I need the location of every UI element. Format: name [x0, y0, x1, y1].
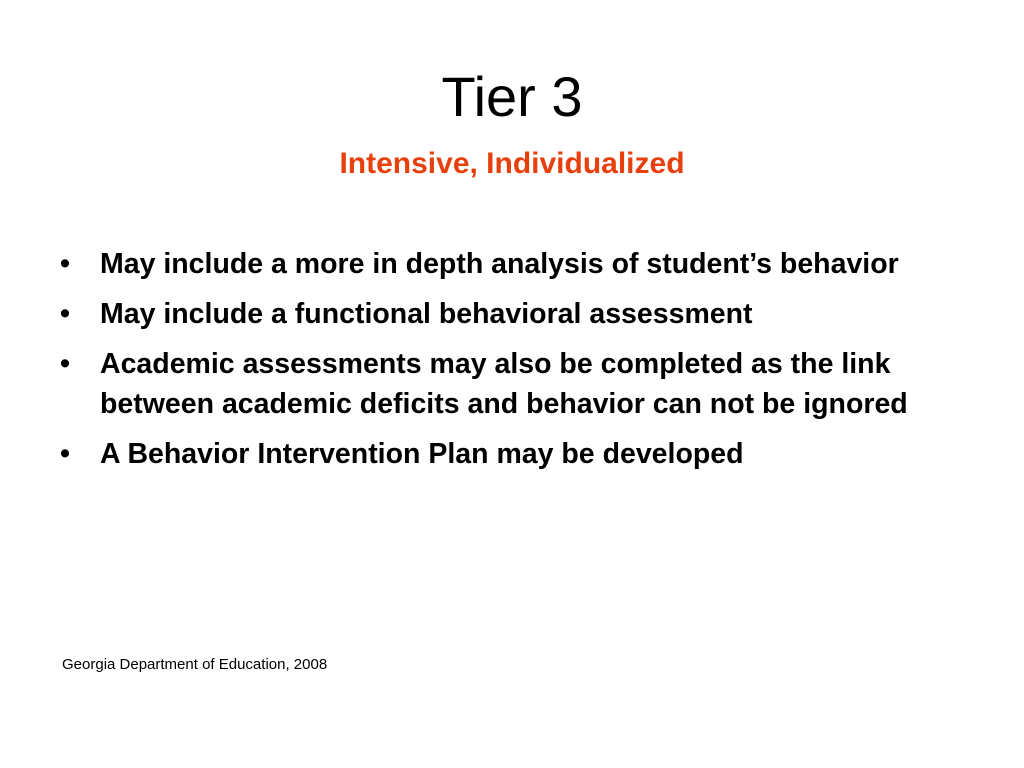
bullet-item	[56, 244, 966, 284]
citation: Georgia Department of Education, 2008	[62, 656, 328, 673]
bullet-icon: •	[60, 248, 70, 280]
bullet-icon: •	[60, 348, 70, 380]
bullet-text: May include a functional behavioral assessment	[100, 298, 753, 330]
bullet-list	[56, 244, 966, 484]
slide-subtitle: Intensive, Individualized	[339, 147, 685, 180]
slide-title: Tier 3	[441, 65, 583, 128]
bullet-item	[56, 294, 966, 334]
bullet-item	[56, 434, 966, 474]
bullet-text: A Behavior Intervention Plan may be developed	[100, 438, 744, 470]
bullet-icon: •	[60, 438, 70, 470]
bullet-text: May include a more in depth analysis of student’s behavior	[100, 248, 899, 280]
bullet-text: Academic assessments may also be completed as the link between academic deficits and behavior can not be ignored	[100, 348, 908, 420]
bullet-item	[56, 344, 966, 424]
bullet-icon: •	[60, 298, 70, 330]
